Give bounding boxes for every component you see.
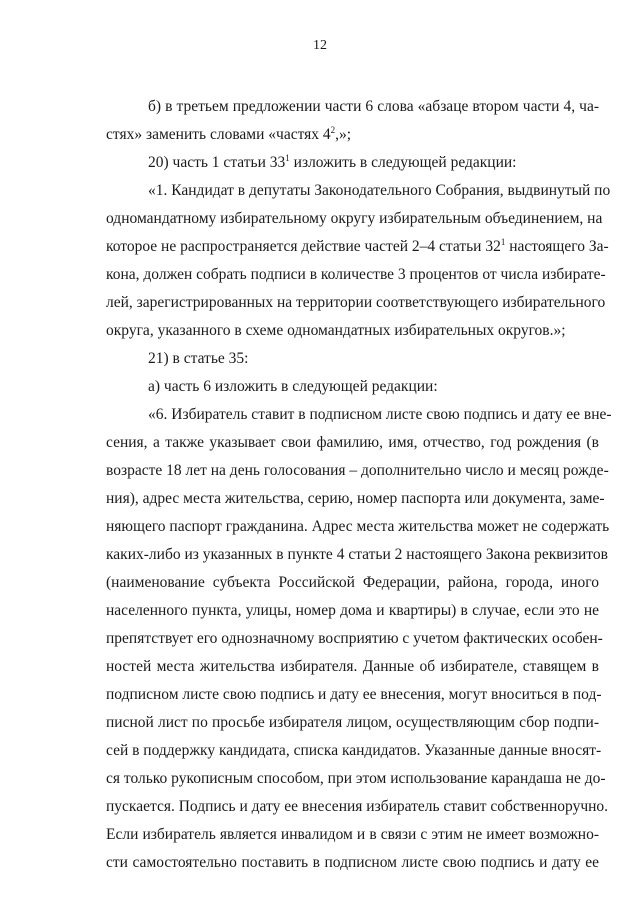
text-line: населенного пункта, улицы, номер дома и квартиры) в случае, если это не [106,602,599,619]
text-line: няющего паспорт гражданина. Адрес места жительства может не содержать [106,518,610,535]
text-line: Если избиратель является инвалидом и в связи с этим не имеет возможно- [106,826,599,843]
text-line: (наименование субъекта Российской Федерации, района, города, иного [106,574,599,591]
text-line: препятствует его однозначному восприятию с учетом фактических особен- [106,630,603,647]
text-line: а) часть 6 изложить в следующей редакции: [148,378,438,395]
text-line: пускается. Подпись и дату ее внесения избиратель ставит собственноручно. [106,798,609,815]
text-line: возрасте 18 лет на день голосования – дополнительно число и месяц рожде- [106,462,609,479]
text-line: ся только рукописным способом, при этом использование карандаша не до- [106,770,606,787]
page-number: 12 [313,38,327,53]
text-line: округа, указанного в схеме одномандатных избирательных округов.»; [106,322,566,339]
text-line: сения, а также указывает свои фамилию, имя, отчество, год рождения (в [106,434,599,451]
text-line: сей в поддержку кандидата, списка кандидатов. Указанные данные вносят- [106,742,602,759]
text-line: «1. Кандидат в депутаты Законодательного Собрания, выдвинутый по [148,182,611,199]
text-line: «6. Избиратель ставит в подписном листе свою подпись и дату ее вне- [148,406,612,423]
text-line: ния), адрес места жительства, серию, номер паспорта или документа, заме- [106,490,605,507]
text-line: подписном листе свою подпись и дату ее внесения, могут вноситься в под- [106,686,602,703]
text-line: 20) часть 1 статьи $33^1$ изложить в следующей редакции: [148,153,517,171]
text-line: сти самостоятельно поставить в подписном листе свою подпись и дату ее [106,854,599,871]
text-line: 21) в статье 35: [148,350,249,367]
text-line: писной лист по просьбе избирателя лицом, осуществляющим сбор подпи- [106,714,599,731]
text-line: которое не распространяется действие частей 2–4 статьи $32^1$ настоящего За- [106,237,609,255]
text-line: каких-либо из указанных в пункте 4 статьи 2 настоящего Закона реквизитов [106,546,608,563]
text-line: кона, должен собрать подписи в количестве 3 процентов от числа избирате- [106,266,606,283]
text-line: ностей места жительства избирателя. Данные об избирателе, ставящем в [106,658,599,675]
text-line: б) в третьем предложении части 6 слова «абзаце втором части 4, ча- [148,98,599,115]
text-line: одномандатному избирательному округу избирательным объединением, на [106,210,603,227]
text-line: лей, зарегистрированных на территории соответствующего избирательного [106,294,606,311]
text-line: стях» заменить словами «частях $4^2$,»; [106,125,352,143]
